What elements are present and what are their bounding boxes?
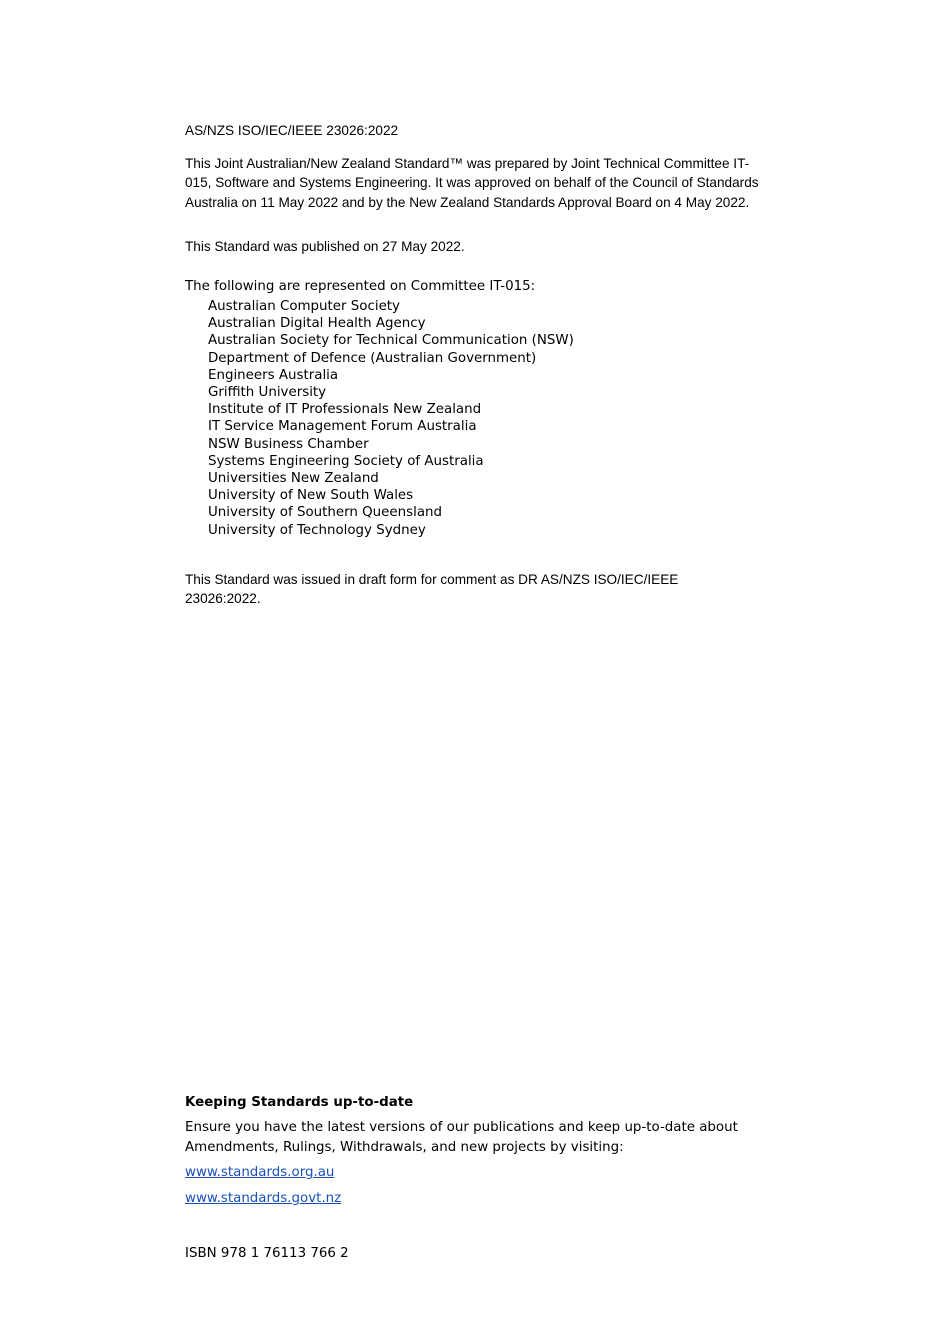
committee-member-list (208, 298, 574, 539)
committee-intro: The following are represented on Committee IT-015: (185, 279, 536, 294)
committee-member: IT Service Management Forum Australia (208, 419, 477, 435)
committee-member: Systems Engineering Society of Australia (208, 453, 484, 469)
committee-member: Australian Society for Technical Communication (NSW) (208, 333, 574, 349)
committee-member: Griffith University (208, 385, 327, 401)
committee-member: Department of Defence (Australian Government) (208, 350, 537, 366)
committee-member: University of Technology Sydney (208, 522, 426, 538)
preparation-statement: This Joint Australian/New Zealand Standard™ was prepared by Joint Technical Committee IT-015, Software and Systems Engineering. It was approved on behalf of the Council of Standards Australia on 11 May 2022 and by the New Zealand Standards Approval Board on 4 May 2022. (185, 156, 759, 210)
keeping-standards-heading: Keeping Standards up-to-date (185, 1095, 414, 1110)
committee-member: Universities New Zealand (208, 471, 379, 487)
keeping-standards-text: Ensure you have the latest versions of our publications and keep up-to-date about Amendments, Rulings, Withdrawals, and new projects by visiting: (185, 1120, 738, 1155)
committee-member: University of Southern Queensland (208, 505, 443, 521)
committee-member: University of New South Wales (208, 488, 414, 504)
isbn: ISBN 978 1 76113 766 2 (185, 1246, 349, 1261)
standards-australia-link[interactable]: www.standards.org.au (185, 1165, 335, 1180)
committee-member: Australian Digital Health Agency (208, 316, 426, 332)
committee-member: Australian Computer Society (208, 299, 400, 314)
standard-designation: AS/NZS ISO/IEC/IEEE 23026:2022 (185, 123, 399, 138)
committee-member: Engineers Australia (208, 367, 339, 383)
draft-note: This Standard was issued in draft form for comment as DR AS/NZS ISO/IEC/IEEE 23026:2022. (185, 572, 679, 607)
committee-member: Institute of IT Professionals New Zealand (208, 402, 482, 418)
publication-statement: This Standard was published on 27 May 2022. (185, 239, 465, 254)
standards-nz-link[interactable]: www.standards.govt.nz (185, 1191, 342, 1206)
committee-member: NSW Business Chamber (208, 436, 369, 452)
